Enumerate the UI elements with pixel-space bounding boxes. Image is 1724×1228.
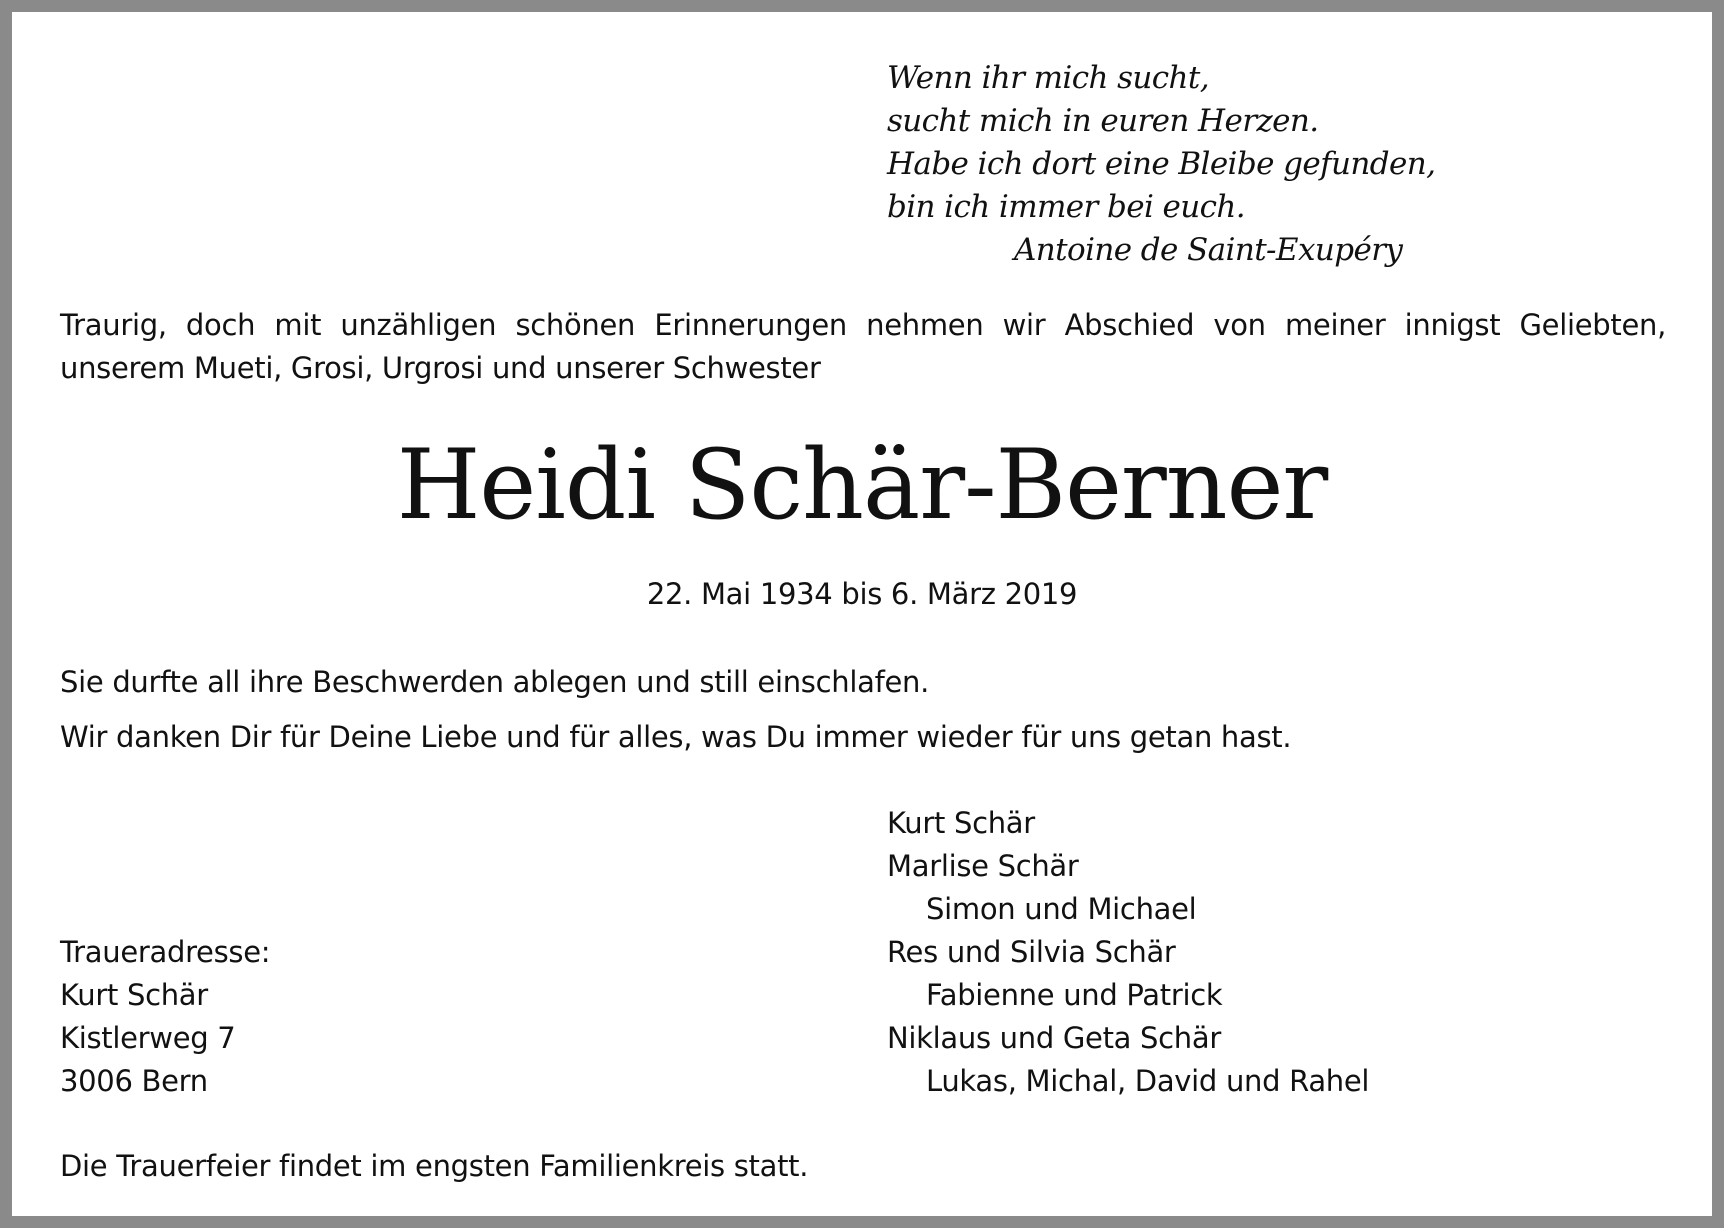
obituary-notice bbox=[12, 12, 1712, 1216]
poem-line: sucht mich in euren Herzen. bbox=[887, 103, 1319, 139]
mourner-children: Simon und Michael bbox=[926, 892, 1197, 926]
mourner-name: Niklaus und Geta Schär bbox=[887, 1021, 1221, 1055]
address-street: Kistlerweg 7 bbox=[60, 1021, 236, 1055]
poem-line: Habe ich dort eine Bleibe gefunden, bbox=[887, 146, 1436, 182]
mourners-list bbox=[887, 802, 1369, 1103]
farewell-text: Sie durfte all ihre Beschwerden ablegen und still einschlafen. bbox=[60, 665, 930, 699]
thanks-text: Wir danken Dir für Deine Liebe und für alles, was Du immer wieder für uns getan hast. bbox=[60, 720, 1292, 754]
intro-paragraph: Traurig, doch mit unzähligen schönen Erinnerungen nehmen wir Abschied von meiner innigst Geliebten, unserem Mueti, Grosi, Urgrosi und unserer Schwester bbox=[60, 308, 1666, 385]
poem-line: bin ich immer bei euch. bbox=[887, 189, 1246, 225]
address-city: 3006 Bern bbox=[60, 1064, 208, 1098]
poem-author: Antoine de Saint-Exupéry bbox=[1014, 232, 1403, 268]
mourner-name: Marlise Schär bbox=[887, 849, 1079, 883]
poem-line: Wenn ihr mich sucht, bbox=[887, 60, 1210, 96]
life-dates: 22. Mai 1934 bis 6. März 2019 bbox=[646, 577, 1078, 611]
mourner-children: Fabienne und Patrick bbox=[926, 978, 1223, 1012]
funeral-note: Die Trauerfeier findet im engsten Familienkreis statt. bbox=[60, 1149, 809, 1183]
mourner-name: Res und Silvia Schär bbox=[887, 935, 1176, 969]
mourning-address bbox=[60, 931, 270, 1103]
address-name: Kurt Schär bbox=[60, 978, 208, 1012]
deceased-name: Heidi Schär-Berner bbox=[396, 429, 1328, 541]
mourner-name: Kurt Schär bbox=[887, 806, 1035, 840]
mourner-children: Lukas, Michal, David und Rahel bbox=[926, 1064, 1370, 1098]
address-label: Traueradresse: bbox=[60, 935, 271, 969]
poem-quote bbox=[887, 57, 1435, 272]
